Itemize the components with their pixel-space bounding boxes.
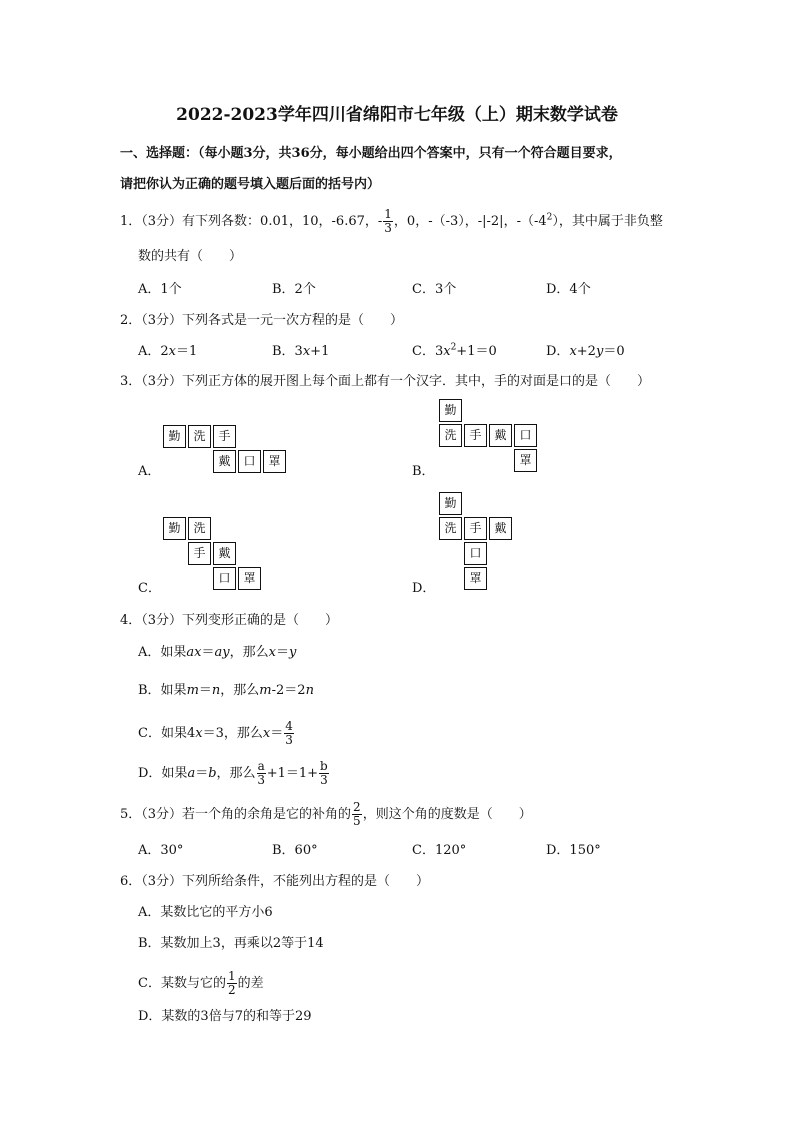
page-title: 2022-2023学年四川省绵阳市七年级（上）期末数学试卷 — [176, 105, 618, 125]
q2-b-text2: +1 — [310, 344, 330, 359]
q6-option-a[interactable]: A．某数比它的平方小6 — [138, 905, 273, 920]
question-6-stem: 6．（3分）下列所给条件，不能列出方程的是（ ） — [120, 874, 430, 889]
net-cell: 口 — [213, 567, 236, 590]
q2-a-text2: ＝1 — [176, 344, 198, 359]
q5-stem-text: 5．（3分）若一个角的余角是它的补角的 — [120, 807, 352, 822]
q1-suffix: ），其中属于非负整 — [552, 214, 663, 229]
q4-a-then: ，那么 — [229, 645, 269, 660]
question-2-stem: 2．（3分）下列各式是一元一次方程的是（ ） — [120, 313, 404, 328]
q2-option-c[interactable] — [412, 343, 497, 361]
net-cell: 口 — [238, 450, 261, 473]
frac-numerator: 4 — [285, 719, 293, 733]
q3-option-d[interactable]: D． — [412, 581, 436, 596]
q4-b-eq: ＝ — [198, 683, 212, 698]
q4-option-a[interactable] — [138, 644, 296, 662]
net-cell: 手 — [464, 424, 487, 447]
q4-a-eq: ＝ — [275, 645, 289, 660]
q4-c-expr: x — [195, 726, 203, 741]
q1-neg-sign: - — [377, 213, 383, 229]
q2-d-var2: y — [595, 344, 604, 359]
q4-b-text: B．如果 — [138, 683, 187, 698]
q2-option-a[interactable] — [138, 343, 197, 361]
net-cell: 戴 — [489, 424, 512, 447]
net-cell: 洗 — [188, 517, 211, 540]
net-cell: 手 — [213, 425, 236, 448]
q2-a-var: x — [168, 344, 177, 359]
question-1-stem — [120, 208, 663, 235]
q5-fraction — [352, 801, 362, 828]
net-cell: 勤 — [439, 492, 462, 515]
net-cell: 罩 — [464, 567, 487, 590]
q4-c-text: C．如果4 — [138, 726, 196, 741]
frac-numerator: 2 — [353, 800, 361, 814]
q4-d-expr: b — [208, 766, 217, 781]
net-cell: 勤 — [163, 425, 186, 448]
q1-frac-numerator: 1 — [384, 207, 392, 221]
net-cell: 手 — [464, 517, 487, 540]
q4-d-eq: ＝ — [195, 766, 209, 781]
q2-b-var: x — [302, 344, 311, 359]
q3-option-c[interactable]: C． — [138, 581, 161, 596]
net-cell: 戴 — [489, 517, 512, 540]
q3-option-a[interactable]: A． — [138, 464, 161, 479]
q5-option-a[interactable]: A．30° — [138, 843, 184, 858]
q4-option-b[interactable] — [138, 682, 314, 700]
frac-numerator: b — [320, 759, 328, 773]
section-header-line1: 一、选择题：（每小题3分，共36分，每小题给出四个答案中，只有一个符合题目要求， — [120, 146, 622, 161]
q4-b-expr: n — [211, 683, 221, 698]
net-cell: 罩 — [263, 450, 286, 473]
net-cell: 勤 — [163, 517, 186, 540]
q4-d-text: D．如果 — [138, 766, 188, 781]
q4-d-mid: +1＝1+ — [266, 766, 319, 781]
q1-option-d[interactable]: D．4个 — [546, 282, 591, 297]
q4-b-mid: -2＝2 — [271, 683, 306, 698]
q4-a-expr: x — [268, 645, 276, 660]
q5-option-c[interactable]: C．120° — [412, 843, 467, 858]
q4-c-eq: ＝ — [270, 726, 284, 741]
q4-d-then: ，那么 — [216, 766, 256, 781]
question-5-stem — [120, 801, 532, 828]
q2-c-text2: +1＝0 — [456, 344, 497, 359]
q4-a-expr: ay — [214, 645, 230, 660]
section-header-line2: 请把你认为正确的题号填入题后面的括号内） — [120, 177, 381, 192]
question-3-stem: 3．（3分）下列正方体的展开图上每个面上都有一个汉字．其中，手的对面是口的是（ ） — [120, 374, 651, 389]
q2-d-mid: +2 — [576, 344, 596, 359]
q4-b-then: ，那么 — [220, 683, 260, 698]
net-cell: 口 — [514, 424, 537, 447]
question-1-stem-line2: 数的共有（ ） — [138, 249, 243, 264]
q4-b-expr: n — [305, 683, 314, 698]
net-cell: 戴 — [213, 450, 236, 473]
q4-a-expr: ax — [186, 645, 202, 660]
q4-a-text: A．如果 — [138, 645, 187, 660]
q1-option-a[interactable]: A．1个 — [138, 282, 182, 297]
q4-d-expr: a — [187, 766, 196, 781]
q6-c-fraction — [227, 970, 237, 997]
q1-frac-denominator: 3 — [384, 221, 392, 235]
frac-denominator: 3 — [257, 773, 265, 787]
net-cell: 罩 — [238, 567, 261, 590]
frac-denominator: 2 — [227, 983, 236, 997]
net-cell: 手 — [188, 542, 211, 565]
q1-option-b[interactable]: B．2个 — [272, 282, 316, 297]
q2-c-exponent: 2 — [450, 342, 457, 353]
q4-c-mid: ＝3，那么 — [202, 726, 263, 741]
q6-option-c[interactable] — [138, 970, 264, 997]
net-cell: 戴 — [213, 542, 236, 565]
q4-option-d[interactable] — [138, 760, 330, 787]
q4-d-fraction-a — [257, 760, 266, 787]
net-cell: 勤 — [439, 399, 462, 422]
question-4-stem: 4．（3分）下列变形正确的是（ ） — [120, 613, 339, 628]
q2-c-var: x — [443, 344, 451, 359]
q1-fraction — [383, 208, 393, 235]
q4-b-expr: m — [186, 683, 199, 698]
q4-d-fraction-b — [319, 760, 329, 787]
frac-numerator: 1 — [227, 969, 236, 983]
frac-denominator: 5 — [353, 814, 361, 828]
net-cell: 洗 — [439, 424, 462, 447]
q6-option-d[interactable]: D．某数的3倍与7的和等于29 — [138, 1009, 312, 1024]
q2-d-var1: x — [569, 344, 577, 359]
q2-d-text: D． — [546, 344, 570, 359]
q1-mid: ，0，-（-3），-|-2|，-（-4 — [393, 214, 547, 229]
q6-option-b[interactable]: B．某数加上3，再乘以2等于14 — [138, 936, 324, 951]
q4-c-expr: x — [262, 726, 271, 741]
q4-a-eq: ＝ — [201, 645, 215, 660]
net-cell: 口 — [464, 542, 487, 565]
q5-option-d[interactable]: D．150° — [546, 843, 601, 858]
net-cell: 洗 — [188, 425, 211, 448]
frac-denominator: 3 — [320, 773, 328, 787]
q4-c-fraction — [284, 720, 294, 747]
q5-stem-text2: ，则这个角的度数是（ ） — [362, 807, 532, 822]
q2-a-text: A．2 — [138, 344, 169, 359]
q2-c-text: C．3 — [412, 344, 444, 359]
net-cell: 罩 — [514, 449, 537, 472]
q2-d-text2: ＝0 — [603, 344, 625, 359]
q2-b-text: B．3 — [272, 344, 303, 359]
frac-numerator: a — [257, 759, 265, 773]
q1-prefix: 1．（3分）有下列各数：0.01，10，-6.67， — [120, 214, 378, 229]
q2-option-b[interactable] — [272, 343, 329, 361]
q4-a-expr: y — [288, 645, 297, 660]
q6-c-text: C．某数与它的 — [138, 976, 226, 991]
q4-b-expr: m — [259, 683, 272, 698]
q5-option-b[interactable]: B．60° — [272, 843, 318, 858]
q2-option-d[interactable] — [546, 343, 625, 361]
q3-option-b[interactable]: B． — [412, 464, 435, 479]
q4-option-c[interactable] — [138, 720, 295, 747]
q1-option-c[interactable]: C．3个 — [412, 282, 457, 297]
net-cell: 洗 — [439, 517, 462, 540]
q1-exponent: 2 — [546, 212, 553, 223]
frac-denominator: 3 — [285, 733, 293, 747]
q6-c-text2: 的差 — [237, 976, 264, 991]
